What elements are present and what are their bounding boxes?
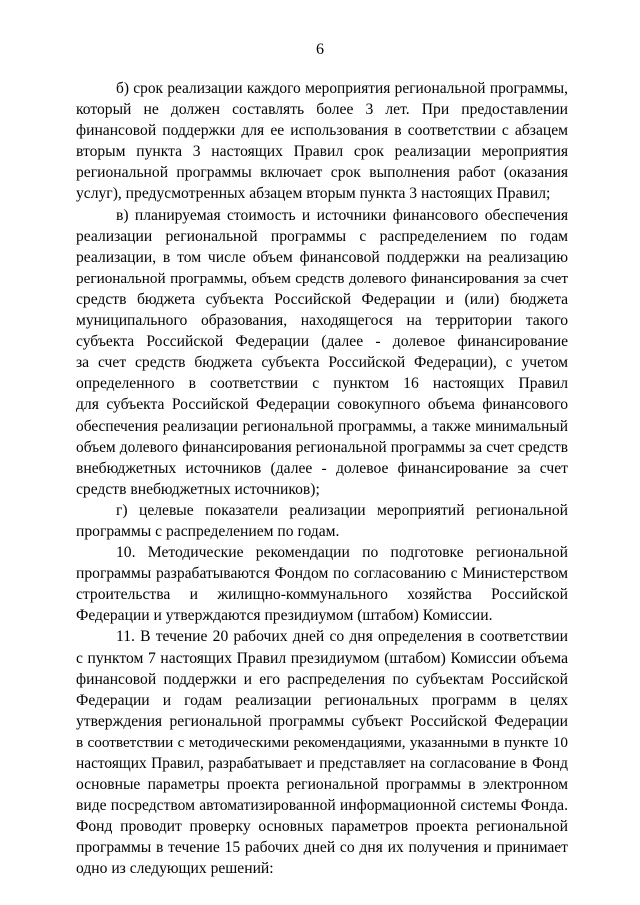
paragraph-b [76, 78, 568, 205]
text-line: средств внебюджетных источников); [76, 480, 320, 498]
text-line: реализации, в том числе объем финансовой поддержки на реализацию [76, 248, 568, 266]
text-line: региональной программы включает срок выполнения работ (оказания [76, 164, 568, 182]
text-line: в соответствии с методическими рекомендациями, указанными в пункте 10 [76, 733, 568, 751]
text-line: утверждения региональной программы субъект Российской Федерации [76, 712, 568, 730]
text-line: внебюджетных источников (далее - долевое финансирование за счет [76, 459, 568, 477]
text-line: программы разрабатываются Фондом по согласованию с Министерством [76, 565, 568, 583]
text-line: виде посредством автоматизированной информационной системы Фонда. [76, 797, 568, 815]
text-line: 11. В течение 20 рабочих дней со дня определения в соответствии [116, 628, 568, 646]
paragraph-p10 [76, 542, 568, 626]
paragraph-g [76, 500, 568, 542]
text-line: в) планируемая стоимость и источники финансового обеспечения [116, 206, 568, 224]
text-line: услуг), предусмотренных абзацем вторым пункта 3 настоящих Правил; [76, 185, 551, 203]
text-line: финансовой поддержки и его распределения по субъектам Российской [76, 670, 568, 688]
text-line: определенного в соответствии с пунктом 16 настоящих Правил [76, 375, 568, 393]
text-line: субъекта Российской Федерации (далее - долевое финансирование [76, 333, 568, 351]
text-line: финансовой поддержки для ее использования в соответствии с абзацем [76, 122, 568, 140]
page-number: 6 [316, 41, 324, 58]
text-line: который не должен составлять более 3 лет. При предоставлении [76, 101, 568, 119]
text-line: б) срок реализации каждого мероприятия региональной программы, [116, 80, 568, 97]
text-line: одно из следующих решений: [76, 860, 274, 878]
text-line: 10. Методические рекомендации по подготовке региональной [116, 544, 568, 562]
text-line: обеспечения реализации региональной программы, а также минимальный [76, 417, 568, 435]
paragraph-p11 [76, 626, 568, 879]
text-line: за счет средств бюджета субъекта Российской Федерации), с учетом [76, 354, 568, 372]
text-line: объем долевого финансирования региональной программы за счет средств [76, 438, 568, 456]
text-line: муниципального образования, находящегося на территории такого [76, 312, 568, 330]
text-line: Фонд проводит проверку основных параметров проекта региональной [76, 818, 568, 836]
text-line: средств бюджета субъекта Российской Федерации и (или) бюджета [76, 290, 568, 308]
text-line: региональной программы, объем средств долевого финансирования за счет [76, 269, 568, 287]
text-line: программы в течение 15 рабочих дней со дня их получения и принимает [76, 839, 568, 857]
text-line: для субъекта Российской Федерации совокупного объема финансового [76, 396, 568, 414]
text-line: с пунктом 7 настоящих Правил президиумом (штабом) Комиссии объема [76, 649, 568, 667]
text-line: Федерации и годам реализации региональных программ в целях [76, 691, 568, 709]
text-line: основные параметры проекта региональной программы в электронном [76, 776, 568, 794]
text-line: строительства и жилищно-коммунального хозяйства Российской [76, 586, 568, 604]
text-line: Федерации и утверждаются президиумом (штабом) Комиссии. [76, 607, 493, 625]
text-line: настоящих Правил, разрабатывает и представляет на согласование в Фонд [76, 755, 568, 772]
paragraph-v [76, 205, 568, 500]
text-line: программы с распределением по годам. [76, 522, 340, 540]
text-line: г) целевые показатели реализации мероприятий региональной [116, 501, 568, 519]
text-line: вторым пункта 3 настоящих Правил срок реализации мероприятия [76, 143, 568, 161]
document-body [76, 78, 568, 880]
text-line: реализации региональной программы с распределением по годам [76, 227, 568, 245]
